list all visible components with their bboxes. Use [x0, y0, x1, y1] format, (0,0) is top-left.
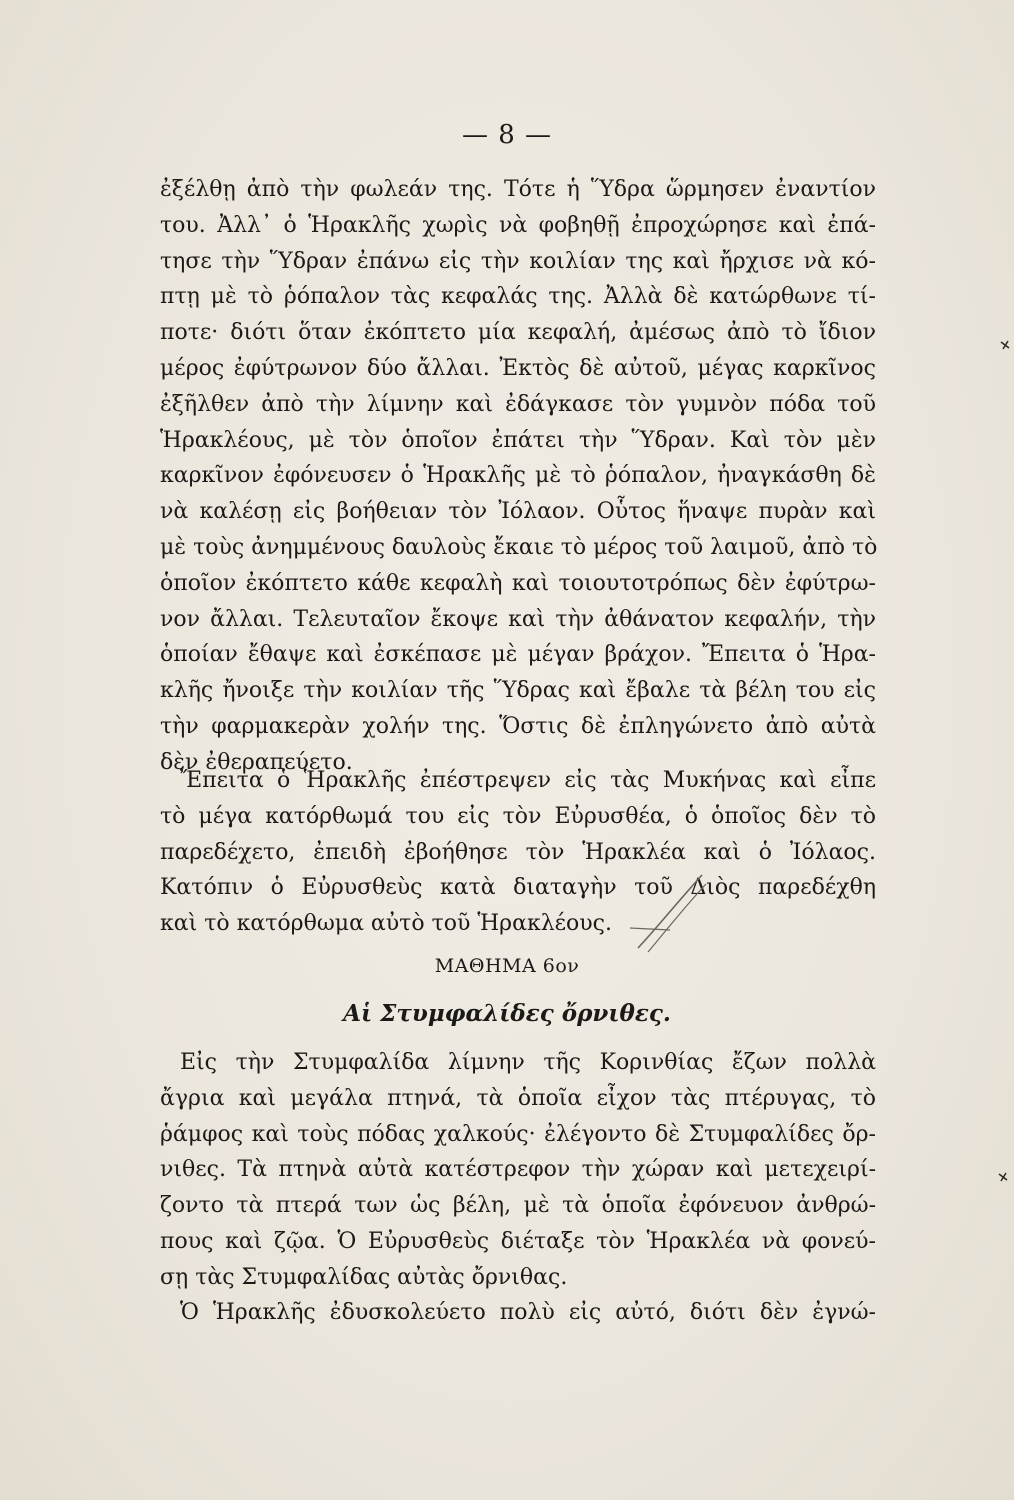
text-line: Ἡρακλέους, μὲ τὸν ὁποῖον ἐπάτει τὴν Ὕδραν. Καὶ τὸν μὲν	[160, 427, 876, 453]
paragraph-eurystheus	[160, 763, 876, 942]
text-line: ὁποῖον ἐκόπτετο κάθε κεφαλὴ καὶ τοιουτοτρόπως δὲν ἐφύτρω-	[160, 570, 876, 596]
text-line: ὁποίαν ἔθαψε καὶ ἐσκέπασε μὲ μέγαν βράχον. Ἔπειτα ὁ Ἡρα-	[160, 642, 876, 668]
text-line: ἄγρια καὶ μεγάλα πτηνά, τὰ ὁποῖα εἶχον τὰς πτέρυγας, τὸ	[160, 1085, 876, 1111]
text-line: ἐξῆλθεν ἀπὸ τὴν λίμνην καὶ ἐδάγκασε τὸν γυμνὸν πόδα τοῦ	[160, 391, 876, 417]
text-line: καρκῖνον ἐφόνευσεν ὁ Ἡρακλῆς μὲ τὸ ῥόπαλον, ἠναγκάσθη δὲ	[160, 463, 876, 489]
text-line: νιθες. Τὰ πτηνὰ αὐτὰ κατέστρεφον τὴν χώραν καὶ μετεχειρί-	[160, 1157, 876, 1183]
page-number: — 8 —	[461, 120, 553, 150]
text-line: ῥάμφος καὶ τοὺς πόδας χαλκούς· ἐλέγοντο δὲ Στυμφαλίδες ὄρ-	[160, 1121, 876, 1147]
text-line: Ἔπειτα ὁ Ἡρακλῆς ἐπέστρεψεν εἰς τὰς Μυκήνας καὶ εἶπε	[180, 768, 876, 793]
lesson-label: ΜΑΘΗΜΑ 6ον	[434, 955, 580, 977]
section-title: Αἱ Στυμφαλίδες ὄρνιθες.	[343, 1000, 671, 1027]
text-line: καὶ τὸ κατόρθωμα αὐτὸ τοῦ Ἡρακλέους.	[160, 911, 612, 937]
text-line: παρεδέχετο, ἐπειδὴ ἐβοήθησε τὸν Ἡρακλέα καὶ ὁ Ἰόλαος.	[160, 839, 876, 865]
text-line: νὰ καλέσῃ εἰς βοήθειαν τὸν Ἰόλαον. Οὗτος ἥναψε πυρὰν καὶ	[160, 499, 876, 525]
text-line: μέρος ἐφύτρωνον δύο ἄλλαι. Ἐκτὸς δὲ αὐτοῦ, μέγας καρκῖνος	[160, 355, 876, 381]
text-line: Κατόπιν ὁ Εὐρυσθεὺς κατὰ διαταγὴν τοῦ Διὸς παρεδέχθη	[160, 875, 876, 901]
paragraph-stymphalian	[160, 1045, 876, 1296]
text-line: σῃ τὰς Στυμφαλίδας αὐτὰς ὄρνιθας.	[160, 1264, 568, 1290]
text-line: ἐξέλθῃ ἀπὸ τὴν φωλεάν της. Τότε ἡ Ὕδρα ὥρμησεν ἐναντίον	[160, 177, 876, 202]
text-line: πτῃ μὲ τὸ ῥόπαλον τὰς κεφαλάς της. Ἀλλὰ δὲ κατώρθωνε τί-	[160, 284, 876, 310]
text-line: τησε τὴν Ὕδραν ἐπάνω εἰς τὴν κοιλίαν της καὶ ἤρχισε νὰ κό-	[160, 248, 876, 274]
text-line: τὴν φαρμακερὰν χολήν της. Ὅστις δὲ ἐπληγώνετο ἀπὸ αὐτὰ	[160, 713, 876, 739]
text-line: ποτε· διότι ὅταν ἐκόπτετο μία κεφαλή, ἀμέσως ἀπὸ τὸ ἴδιον	[160, 320, 876, 346]
paragraph-hydra	[160, 172, 876, 781]
text-line: τὸ μέγα κατόρθωμά του εἰς τὸν Εὐρυσθέα, ὁ ὁποῖος δὲν τὸ	[160, 803, 876, 829]
text-line: μὲ τοὺς ἀνημμένους δαυλοὺς ἔκαιε τὸ μέρος τοῦ λαιμοῦ, ἀπὸ τὸ	[160, 534, 878, 560]
text-line: Εἰς τὴν Στυμφαλίδα λίμνην τῆς Κορινθίας ἔζων πολλὰ	[180, 1050, 876, 1075]
margin-mark-icon	[1000, 340, 1010, 350]
paragraph-heracles-difficulty	[160, 1295, 876, 1331]
text-line: κλῆς ἤνοιξε τὴν κοιλίαν τῆς Ὕδρας καὶ ἔβαλε τὰ βέλη του εἰς	[160, 678, 876, 704]
pencil-check-mark	[630, 870, 710, 960]
text-line: δὲν ἐθεραπεύετο.	[160, 749, 353, 775]
text-line: του. Ἀλλ᾽ ὁ Ἡρακλῆς χωρὶς νὰ φοβηθῇ ἐπροχώρησε καὶ ἐπά-	[160, 212, 876, 238]
text-line: Ὁ Ἡρακλῆς ἐδυσκολεύετο πολὺ εἰς αὐτό, διότι δὲν ἐγνώ-	[180, 1300, 876, 1325]
text-line: ζοντο τὰ πτερά των ὡς βέλη, μὲ τὰ ὁποῖα ἐφόνευον ἀνθρώ-	[160, 1193, 876, 1219]
text-line: πους καὶ ζῷα. Ὁ Εὐρυσθεὺς διέταξε τὸν Ἡρακλέα νὰ φονεύ-	[160, 1228, 876, 1254]
text-line: νον ἄλλαι. Τελευταῖον ἔκοψε καὶ τὴν ἀθάνατον κεφαλήν, τὴν	[160, 606, 876, 632]
margin-mark-icon	[998, 1172, 1008, 1182]
